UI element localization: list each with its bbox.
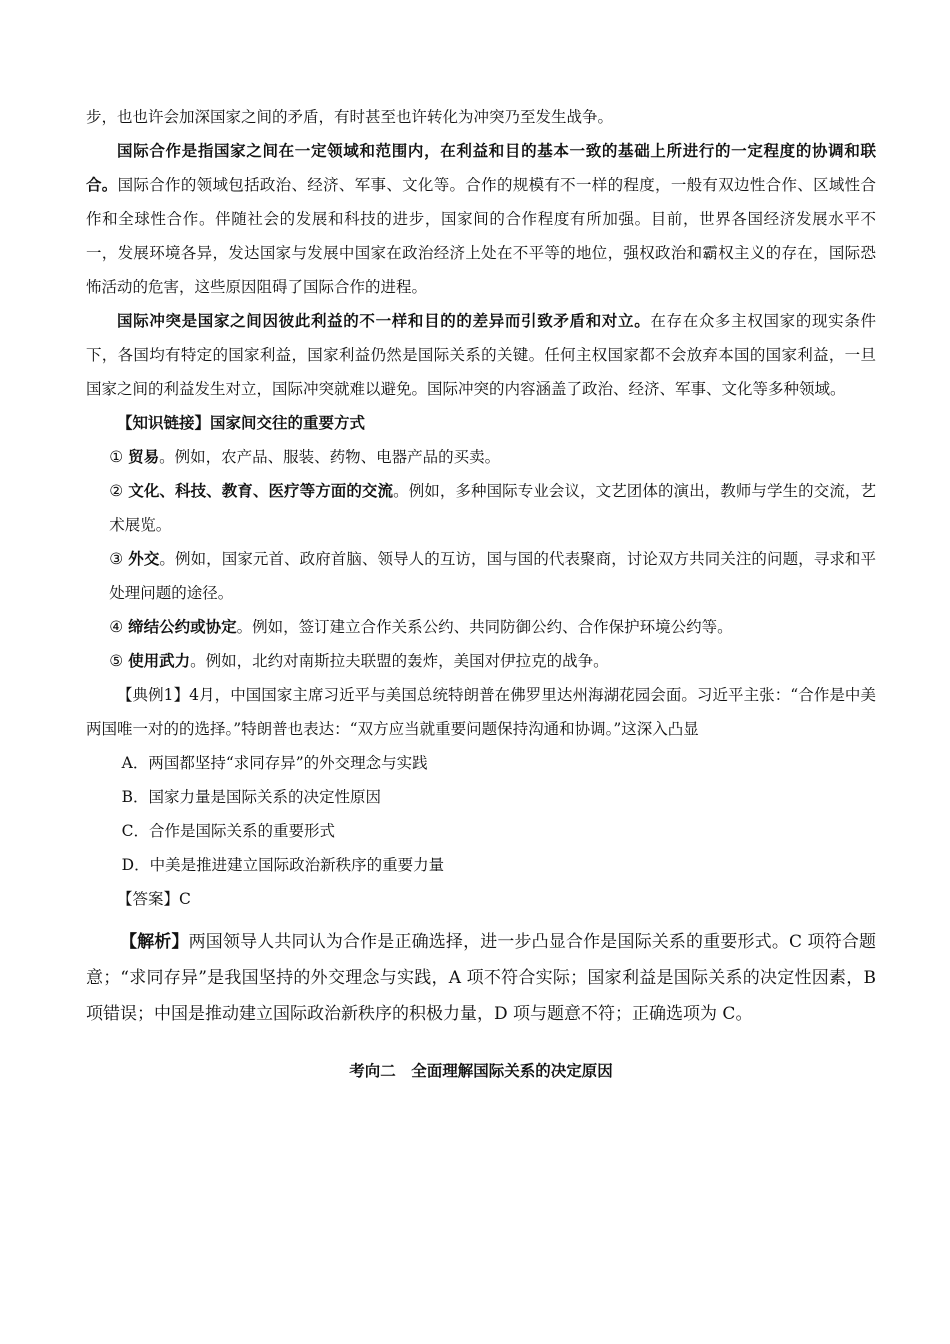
paragraph-continuation: 步，也也许会加深国家之间的矛盾，有时甚至也许转化为冲突乃至发生战争。 — [86, 108, 614, 126]
option-b: B．国家力量是国际关系的决定性原因 — [121, 788, 382, 806]
knowledge-item: ① 贸易。例如，农产品、服装、药物、电器产品的买卖。 — [109, 448, 501, 466]
knowledge-item: ③ 外交。例如，国家元首、政府首脑、领导人的互访，国与国的代表聚商，讨论双方共同关注的问题，寻求和平处理问题的途径。 — [109, 550, 876, 602]
conflict-definition: 国际冲突是国家之间因彼此利益的不一样和目的的差异而引致矛盾和对立。 — [117, 312, 651, 330]
knowledge-item: ④ 缔结公约或协定。例如，签订建立合作关系公约、共同防御公约、合作保护环境公约等。 — [109, 618, 733, 636]
knowledge-item: ⑤ 使用武力。例如，北约对南斯拉夫联盟的轰炸，美国对伊拉克的战争。 — [109, 652, 609, 670]
cooperation-detail: 国际合作的领域包括政治、经济、军事、文化等。合作的规模有不一样的程度，一般有双边性合作、区域性合作和全球性合作。伴随社会的发展和科技的进步，国家间的合作程度有所加强。目前，世界各国经济发展水平不一，发展环境各异，发达国家与发展中国家在政治经济上处在不平等的地位，强权政治和霸权主义的存在，国际恐怖活动的危害，这些原因阻碍了国际合作的进程。 — [86, 176, 876, 296]
option-d: D．中美是推进建立国际政治新秩序的重要力量 — [121, 856, 445, 874]
option-c: C．合作是国际关系的重要形式 — [121, 822, 336, 840]
answer: 【答案】C — [117, 890, 191, 908]
knowledge-item: ② 文化、科技、教育、医疗等方面的交流。例如，多种国际专业会议，文艺团体的演出，教师与学生的交流，艺术展览。 — [109, 482, 876, 534]
analysis — [86, 924, 876, 1032]
document-page — [86, 100, 876, 1086]
section-title: 考向二 全面理解国际关系的决定原因 — [349, 1062, 613, 1080]
conflict-detail: 在存在众多主权国家的现实条件下，各国均有特定的国家利益，国家利益仍然是国际关系的关键。任何主权国家都不会放弃本国的国家利益，一旦国家之间的利益发生对立，国际冲突就难以避免。国际冲突的内容涵盖了政治、经济、军事、文化等多种领域。 — [86, 312, 876, 398]
option-a: A．两国都坚持“求同存异”的外交理念与实践 — [121, 754, 428, 772]
analysis-label: 【解析】 — [120, 932, 189, 952]
cooperation-definition: 国际合作是指国家之间在一定领域和范围内，在利益和目的基本一致的基础上所进行的一定程度的协调和联合。 — [86, 142, 876, 194]
analysis-text: 两国领导人共同认为合作是正确选择，进一步凸显合作是国际关系的重要形式。C 项符合题意；“求同存异”是我国坚持的外交理念与实践，A 项不符合实际；国家利益是国际关系的决定性因素，B 项错误；中国是推动建立国际政治新秩序的积极力量，D 项与题意不符；正确选项为 C。 — [86, 932, 877, 1024]
paragraph-cooperation — [86, 134, 876, 304]
knowledge-link-title: 【知识链接】国家间交往的重要方式 — [117, 414, 366, 432]
paragraph-conflict — [86, 304, 876, 406]
example-stem: 【典例1】4月，中国国家主席习近平与美国总统特朗普在佛罗里达州海湖花园会面。习近平主张：“合作是中美两国唯一对的的选择。”特朗普也表达：“双方应当就重要问题保持沟通和协调。”这深入凸显 — [86, 686, 876, 738]
